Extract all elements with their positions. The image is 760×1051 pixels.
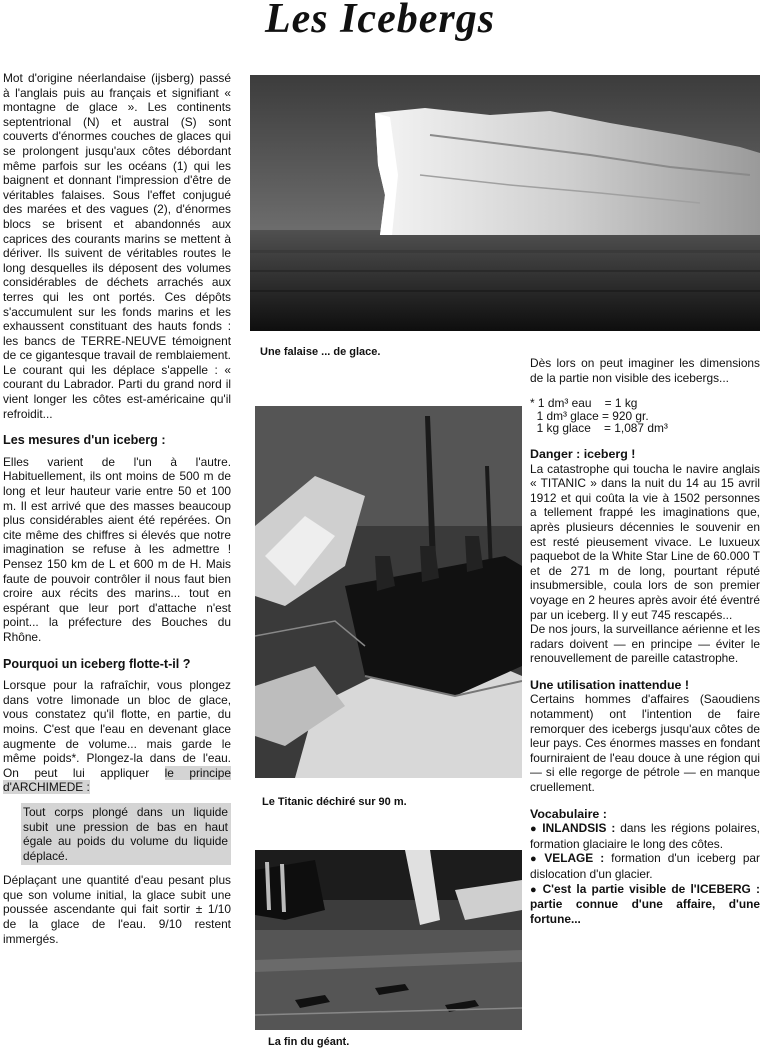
ice-cliff-photo [250, 75, 760, 331]
page-title: Les Icebergs [264, 0, 496, 42]
vocab-inlandsis [530, 821, 760, 851]
vocabulaire-heading: Vocabulaire : [530, 806, 607, 821]
equivalence-eau: * 1 dm³ eau = 1 kg [530, 396, 638, 411]
vocab-definition: formation d'un iceberg par dislocation d'un glacier. [530, 851, 760, 881]
des-lors-paragraph: Dès lors on peut imaginer les dimensions de la partie non visible des icebergs... [530, 356, 760, 385]
danger-paragraph-2: De nos jours, la surveillance aérienne et les radars doivent — en principe — éviter le renouvellement de pareille catastrophe. [530, 622, 760, 666]
left-column [3, 71, 231, 946]
bullet-icon: ● [530, 883, 539, 896]
archimede-principle-box: Tout corps plongé dans un liquide subit une pression de bas en haut égale au poids du volume du liquide déplacé. [21, 803, 231, 865]
geant-painting [255, 850, 522, 1030]
danger-paragraph: La catastrophe qui toucha le navire anglais « TITANIC » dans la nuit du 14 au 15 avril 1912 et qui coûta la vie à 1502 personnes a tellement frappé les imaginations que, après plusieurs décennies le souvenir en est resté pieusement vivace. Le luxueux paquebot de la White Star Line de 60.000 T et de 271 m de long, pourtant réputé insubmersible, coula lors de son premier voyage en 2 heures après avoir été éventré par un iceberg. Il y eut 745 rescapés... [530, 461, 760, 622]
danger-heading: Danger : iceberg ! [530, 446, 636, 461]
flotte-text: Lorsque pour la rafraîchir, vous plongez dans votre limonade un bloc de glace, vous constatez qu'il flotte, en partie, du moins. C'est que l'eau en devenant glace augmente de volume... mais garde le même poids*. Plongez-la dans de l'eau. On peut lui appliquer [3, 678, 231, 780]
right-column [530, 356, 760, 926]
flotte-conclusion: Déplaçant une quantité d'eau pesant plus que son volume initial, la glace subit une poussée ascendante qui fait sortir ± 1/10 de la glace de l'eau. 9/10 restent immergés. [3, 873, 231, 946]
geant-caption: La fin du géant. [268, 1036, 350, 1048]
equivalence-kg-glace: 1 kg glace = 1,087 dm³ [530, 421, 668, 436]
titanic-painting [255, 406, 522, 778]
flotte-paragraph [3, 678, 231, 795]
utilisation-heading: Une utilisation inattendue ! [530, 677, 690, 692]
falaise-caption: Une falaise ... de glace. [260, 346, 381, 358]
titanic-caption: Le Titanic déchiré sur 90 m. [262, 796, 407, 808]
vocab-term: VELAGE : [544, 851, 605, 866]
vocab-expression: C'est la partie visible de l'ICEBERG : partie connue d'une affaire, d'une fortune... [530, 881, 760, 926]
vocab-definition: dans les régions polaires, formation glaciaire le long des côtes. [530, 821, 760, 851]
mesures-heading: Les mesures d'un iceberg : [3, 433, 166, 448]
vocab-partie-visible [530, 882, 760, 927]
flotte-heading: Pourquoi un iceberg flotte-t-il ? [3, 656, 191, 671]
vocab-velage [530, 851, 760, 881]
utilisation-paragraph: Certains hommes d'affaires (Saoudiens notamment) ont l'intention de faire remorquer des icebergs jusqu'aux côtes de leur pays. Ces énormes masses en fondant fourniraient de l'eau douce à une région qui — si elle regorge de pétrole — en manque cruellement. [530, 692, 760, 795]
equivalence-glace: 1 dm³ glace = 920 gr. [530, 408, 649, 423]
bullet-icon: ● [530, 823, 539, 836]
vocab-term: INLANDSIS : [542, 821, 616, 836]
mesures-paragraph: Elles varient de l'un à l'autre. Habituellement, ils ont moins de 500 m de long et leur hauteur varie entre 50 et 100 m. Il est arrivé que des masses beaucoup plus considérables aient été repérées. On cite même des chiffres si élevés que notre imagination se refuse à les admettre ! Pensez 150 km de L et 600 m de H. Mais faute de pouvoir contrôler il nous faut bien croire aux récits des marins... tout en espérant que leur port d'attache n'est point... la préfecture des Bouches du Rhône. [3, 454, 231, 644]
intro-paragraph: Mot d'origine néerlandaise (ijsberg) passé à l'anglais puis au français et signifiant « montagne de glace ». Les continents septentrional (N) et austral (S) sont couverts d'énormes couches de glaces qui se prolongent jusqu'aux côtes débordant même parfois sur les océans (1) qui les baignent et donnant l'impression d'être de véritables falaises. Sous l'effet conjugué des marées et des vagues (2), d'énormes blocs se brisent et abandonnés aux caprices des courants marins se mettent à dériver. Ils suivent de véritables routes le long desquelles ils déposent des volumes considérables de déchets arrachés aux terres qui les ont portés. Ces dépôts s'accumulent sur les fonds marins et les exhaussent constituant des hauts fonds : les bancs de TERRE-NEUVE témoignent de ce gigantesque travail de remblaiement. Le courant qui les déplace s'appelle : « courant du Labrador. Parti du grand nord il vient longer les côtes est-américaine qu'il refroidit... [3, 71, 231, 421]
equivalences [530, 397, 760, 435]
bullet-icon: ● [530, 853, 541, 866]
archimede-highlight: le principe d'ARCHIMEDE : [3, 765, 231, 795]
